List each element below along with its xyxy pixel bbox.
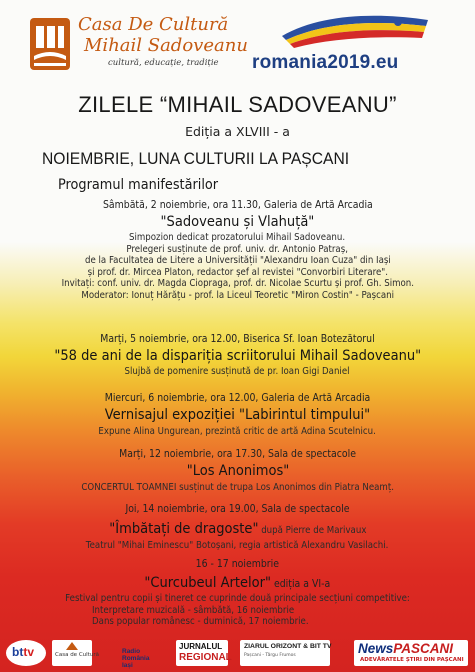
event-1-detail: Invitați: conf. univ. dr. Magda Ciopraga, prof. dr. Nicolae Scurtu și prof. Gh. Simon. (61, 278, 414, 290)
event-3-when: Miercuri, 6 noiembrie, ora 12.00, Galeria de Artă Arcadia (104, 392, 371, 404)
ziarul-orizont-logo (240, 640, 330, 666)
ziar-line2: Pașcani - Târgu Frumos (244, 653, 296, 658)
bttv-tv: tv (23, 645, 34, 659)
casa-mini-text: Casa de Cultură (55, 652, 99, 658)
radio-line2: România (122, 655, 150, 662)
romania-ribbon-icon (280, 10, 430, 50)
casa-building-icon (28, 16, 72, 72)
ziar-line1: ZIARUL ORIZONT & BIT TV (244, 643, 332, 650)
news-tagline: ADEVĂRATELE ȘTIRI DIN PAȘCANI (360, 657, 464, 663)
event-5-when: Joi, 14 noiembrie, ora 19.00, Sala de spectacole (125, 503, 350, 515)
event-1-name: "Sadoveanu și Vlahuță" (160, 214, 315, 230)
casa-title-line1: Casa De Cultură (78, 14, 229, 35)
event-4-when: Marți, 12 noiembrie, ora 17.30, Sala de spectacole (119, 448, 356, 460)
event-5-detail: Teatrul "Mihai Eminescu" Botoșani, regia artistică Alexandru Vasilachi. (86, 540, 389, 551)
event-5-name-suffix: după Pierre de Marivaux (258, 525, 367, 536)
event-4 (0, 448, 475, 494)
casa-title-line2: Mihail Sadoveanu (84, 35, 248, 56)
event-1-detail: de la Facultatea de Litere a Universității "Alexandru Ioan Cuza" din Iași (84, 255, 391, 267)
event-6-detail: Festival pentru copii și tineret ce cuprinde două principale secțiuni competitive: (65, 593, 410, 604)
casa-tagline: cultură, educație, tradiție (108, 58, 219, 68)
romania2019-logo (250, 10, 460, 78)
radio-romania-iasi-logo (122, 640, 166, 669)
jurnalul-regional-logo (176, 640, 232, 666)
casa-de-cultura-logo (28, 10, 248, 80)
event-6-name-suffix: ediția a VI-a (271, 578, 331, 590)
event-5-name: "Îmbătați de dragoste" (108, 521, 259, 537)
event-6-detail: Dans popular românesc - duminică, 17 noiembrie. (92, 616, 309, 628)
event-3-name: Vernisajul expoziției "Labirintul timpului" (104, 407, 371, 423)
casa-mini-logo (52, 640, 99, 666)
event-1-detail: Moderator: Ionuț Hărățu - prof. la Liceul Teoretic "Miron Costin" - Pașcani (81, 289, 394, 301)
casa-mini-icon (65, 641, 79, 651)
romania2019-text: romania2019.eu (252, 52, 399, 73)
event-2 (0, 333, 475, 378)
event-1-when: Sâmbătă, 2 noiembrie, ora 11.30, Galeria de Artă Arcadia (102, 199, 373, 211)
event-5 (0, 503, 475, 552)
event-1-detail: Prelegeri susținute de prof. univ. dr. Antonio Patraș, (126, 243, 349, 255)
event-3-detail: Expune Alina Ungurean, prezintă critic de artă Adina Scutelnicu. (98, 426, 377, 437)
event-6 (0, 558, 475, 628)
bttv-logo (6, 640, 46, 666)
news-a: News (358, 641, 394, 656)
event-2-detail: Slujbă de pomenire susținută de pr. Ioan Gigi Daniel (124, 366, 351, 377)
radio-line1: Radio (122, 648, 141, 655)
event-4-name: "Los Anonimos" (186, 463, 289, 479)
event-1 (0, 199, 475, 302)
newspascani-logo (354, 640, 468, 666)
event-1-detail: și prof. dr. Mircea Platon, redactor șef al revistei "Convorbiri Literare". (87, 266, 388, 278)
program-title: Programul manifestărilor (58, 177, 219, 193)
edition-label: Ediția a XLVIII - a (185, 124, 290, 139)
page-title: ZILELE “MIHAIL SADOVEANU” (78, 92, 397, 117)
radio-line3: Iași (122, 662, 133, 669)
bttv-bt: bt (12, 645, 24, 659)
jurnal-line1: JURNALUL (179, 642, 223, 651)
event-4-detail: CONCERTUL TOAMNEI susținut de trupa Los Anonimos din Piatra Neamț. (81, 482, 394, 493)
event-2-name: "58 de ani de la dispariția scriitorului Mihail Sadoveanu" (54, 348, 421, 364)
event-6-name: "Curcubeul Artelor" (144, 575, 272, 591)
event-2-when: Marți, 5 noiembrie, ora 12.00, Biserica Sf. Ioan Botezătorul (100, 333, 375, 345)
event-6-detail: Interpretare muzicală - sâmbătă, 16 noiembrie (92, 604, 295, 616)
jurnal-line2: REGIONAL (179, 652, 232, 663)
month-title: NOIEMBRIE, LUNA CULTURII LA PAȘCANI (42, 149, 350, 168)
event-6-when: 16 - 17 noiembrie (195, 558, 280, 570)
event-1-detail: Simpozion dedicat prozatorului Mihail Sadoveanu. (129, 232, 346, 243)
event-3 (0, 392, 475, 438)
news-b: PASCANI (393, 641, 454, 656)
